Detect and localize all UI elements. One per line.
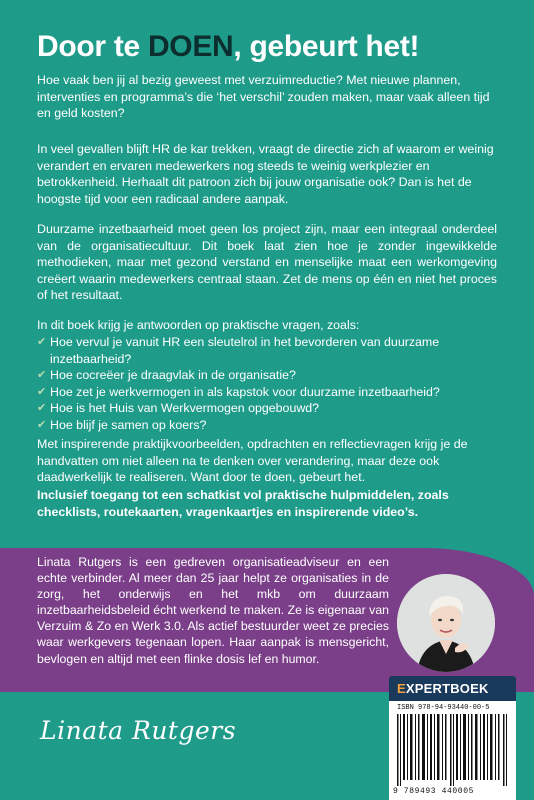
publisher-logo: [389, 676, 516, 701]
checklist-item: [37, 400, 497, 417]
headline-part: Door te: [37, 30, 148, 63]
bonus-paragraph: Inclusief toegang tot een schatkist vol praktische hulpmiddelen, zoals checklists, routekaarten, vragenkaartjes en inspirerende video’s.: [37, 488, 449, 519]
author-photo: [397, 574, 495, 672]
checklist-text: Hoe blijf je samen op koers?: [50, 417, 207, 432]
check-icon: ✔: [37, 336, 47, 348]
expertboek-logo-icon: [397, 681, 489, 696]
check-icon: ✔: [37, 369, 47, 382]
barcode-number: 9 789493 440005: [393, 787, 475, 796]
checklist-item: [37, 384, 497, 401]
barcode-box: [389, 701, 516, 800]
headline-emphasis: DOEN: [147, 30, 234, 63]
author-bio: Linata Rutgers is een gedreven organisatieadviseur en een echte verbinder. Al meer dan 25 jaar helpt ze organisaties in de zorg, het onderwijs en het mkb om duurzaam inzetbaarheidsbeleid écht werkend te maken. Ze is eigenaar van Verzuim & Zo en Werk 3.0. Als actief bestuurder weet ze precies waar werkgevers tegenaan lopen. Haar aanpak is mensgericht, bevlogen en altijd met een flinke dosis lef en humor.: [37, 555, 389, 666]
checklist-item: [37, 367, 497, 384]
headline: [37, 30, 419, 64]
checklist-text: Hoe cocreëer je draagvlak in de organisatie?: [50, 368, 296, 383]
intro-paragraph: Hoe vaak ben jij al bezig geweest met verzuimreductie? Met nieuwe plannen, interventies en programma’s die ‘het verschil’ zouden maken, maar vaak alleen tijd en geld kosten?: [37, 73, 490, 121]
questions-intro: In dit boek krijg je antwoorden op praktische vragen, zoals:: [37, 318, 360, 332]
author-signature: Linata Rutgers: [40, 716, 237, 745]
barcode-icon: [397, 714, 508, 786]
checklist-text: Hoe is het Huis van Werkvermogen opgebouwd?: [50, 401, 320, 416]
practice-paragraph: Met inspirerende praktijkvoorbeelden, opdrachten en reflectievragen krijg je de handvatten om niet alleen na te denken over verandering, maar deze ook daadwerkelijk te realiseren. Want door te doen, gebeurt het.: [37, 437, 468, 485]
approach-paragraph: Duurzame inzetbaarheid moet geen los project zijn, maar een integraal onderdeel van de organisatiecultuur. Dit boek laat zien hoe je zonder ingewikkelde methodieken, maar met gezond verstand en menselijke maat een werkomgeving creëert waarin medewerkers centraal staan. Zet de mens op één en niet het proces of het resultaat.: [37, 222, 497, 303]
logo-text: XPERTBOEK: [405, 681, 489, 696]
isbn-text: ISBN 978-94-93440-00-5: [397, 704, 490, 712]
check-icon: ✔: [37, 402, 47, 415]
headline-part: , gebeurt het!: [233, 30, 420, 63]
checklist-item: [37, 417, 497, 434]
checklist-item: [37, 334, 497, 367]
checklist-text: Hoe vervul je vanuit HR een sleutelrol in het bevorderen van duurzame inzetbaarheid?: [50, 335, 440, 366]
question-checklist: [37, 334, 497, 434]
checklist-text: Hoe zet je werkvermogen in als kapstok voor duurzame inzetbaarheid?: [50, 384, 440, 399]
check-icon: ✔: [37, 385, 47, 398]
portrait-illustration: [397, 574, 495, 672]
logo-letter: E: [397, 681, 406, 696]
problem-paragraph: In veel gevallen blijft HR de kar trekken, vraagt de directie zich af waarom er weinig verandert en ervaren medewerkers nog steeds te weinig werkplezier en betrokkenheid. Herhaalt dit patroon zich bij jouw organisatie ook? Dan is het de hoogste tijd voor een radicaal andere aanpak.: [37, 142, 494, 206]
publisher-barcode-panel: [389, 676, 516, 800]
check-icon: ✔: [37, 418, 47, 431]
